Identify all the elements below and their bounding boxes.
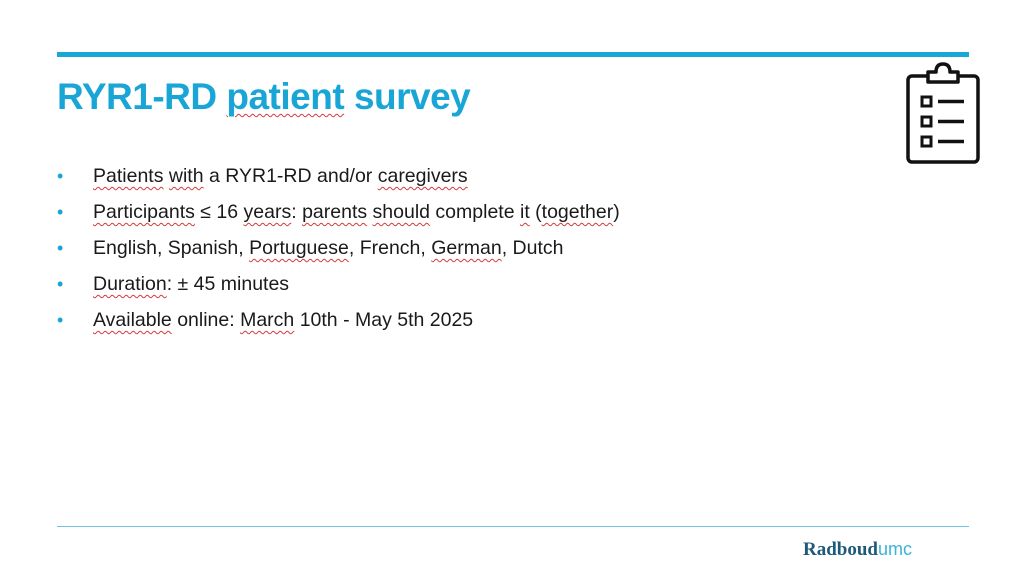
bullet-text: together bbox=[541, 201, 614, 223]
bullet-text: 10th - May 5th 2025 bbox=[294, 309, 474, 331]
bullet-text: , Dutch bbox=[501, 237, 564, 259]
bullet-text: , French, bbox=[348, 237, 432, 259]
bullet-dot: • bbox=[57, 310, 64, 330]
title-part-2: patient bbox=[226, 76, 345, 117]
bullet-text: Portuguese bbox=[249, 237, 349, 259]
list-item bbox=[57, 162, 620, 198]
bullet-text: a RYR1-RD and/or bbox=[203, 165, 378, 187]
bullet-text: should bbox=[372, 201, 431, 223]
bullet-text: English, Spanish, bbox=[93, 237, 250, 259]
bullet-text: : ± 45 minutes bbox=[166, 273, 290, 295]
list-item bbox=[57, 306, 620, 342]
bullet-list bbox=[57, 162, 620, 342]
bullet-dot: • bbox=[57, 238, 64, 258]
bullet-dot: • bbox=[57, 166, 64, 186]
slide-title bbox=[57, 76, 470, 118]
bullet-text: Participants bbox=[93, 201, 195, 223]
radboudumc-logo bbox=[803, 539, 912, 561]
bullet-text: ( bbox=[529, 201, 542, 223]
title-part-4: survey bbox=[353, 76, 471, 117]
bullet-text: complete bbox=[430, 201, 520, 223]
bullet-text: ≤ 16 bbox=[194, 201, 244, 223]
bullet-text: it bbox=[519, 201, 530, 223]
bullet-text: March bbox=[240, 309, 295, 331]
list-item bbox=[57, 270, 620, 306]
logo-text-radboud: Radboud bbox=[803, 539, 878, 560]
list-item bbox=[57, 234, 620, 270]
top-accent-bar bbox=[57, 52, 969, 57]
clipboard-checklist-icon bbox=[902, 62, 982, 166]
bullet-text: Duration bbox=[93, 273, 167, 295]
title-part-1: RYR1-RD bbox=[57, 76, 227, 117]
bullet-text: caregivers bbox=[377, 165, 468, 187]
bullet-text: with bbox=[168, 165, 204, 187]
bullet-text: ) bbox=[613, 201, 620, 223]
bullet-text: Available bbox=[93, 309, 172, 331]
bullet-dot: • bbox=[57, 274, 64, 294]
bullet-dot: • bbox=[57, 202, 64, 222]
footer-divider bbox=[57, 526, 969, 527]
bullet-text: Patients bbox=[93, 165, 164, 187]
title-part-3 bbox=[344, 76, 354, 117]
bullet-text: online: bbox=[171, 309, 241, 331]
bullet-text: German bbox=[431, 237, 502, 259]
bullet-text: parents bbox=[302, 201, 368, 223]
bullet-text: : bbox=[291, 201, 303, 223]
bullet-text: years bbox=[243, 201, 292, 223]
logo-text-umc: umc bbox=[878, 539, 913, 559]
list-item bbox=[57, 198, 620, 234]
